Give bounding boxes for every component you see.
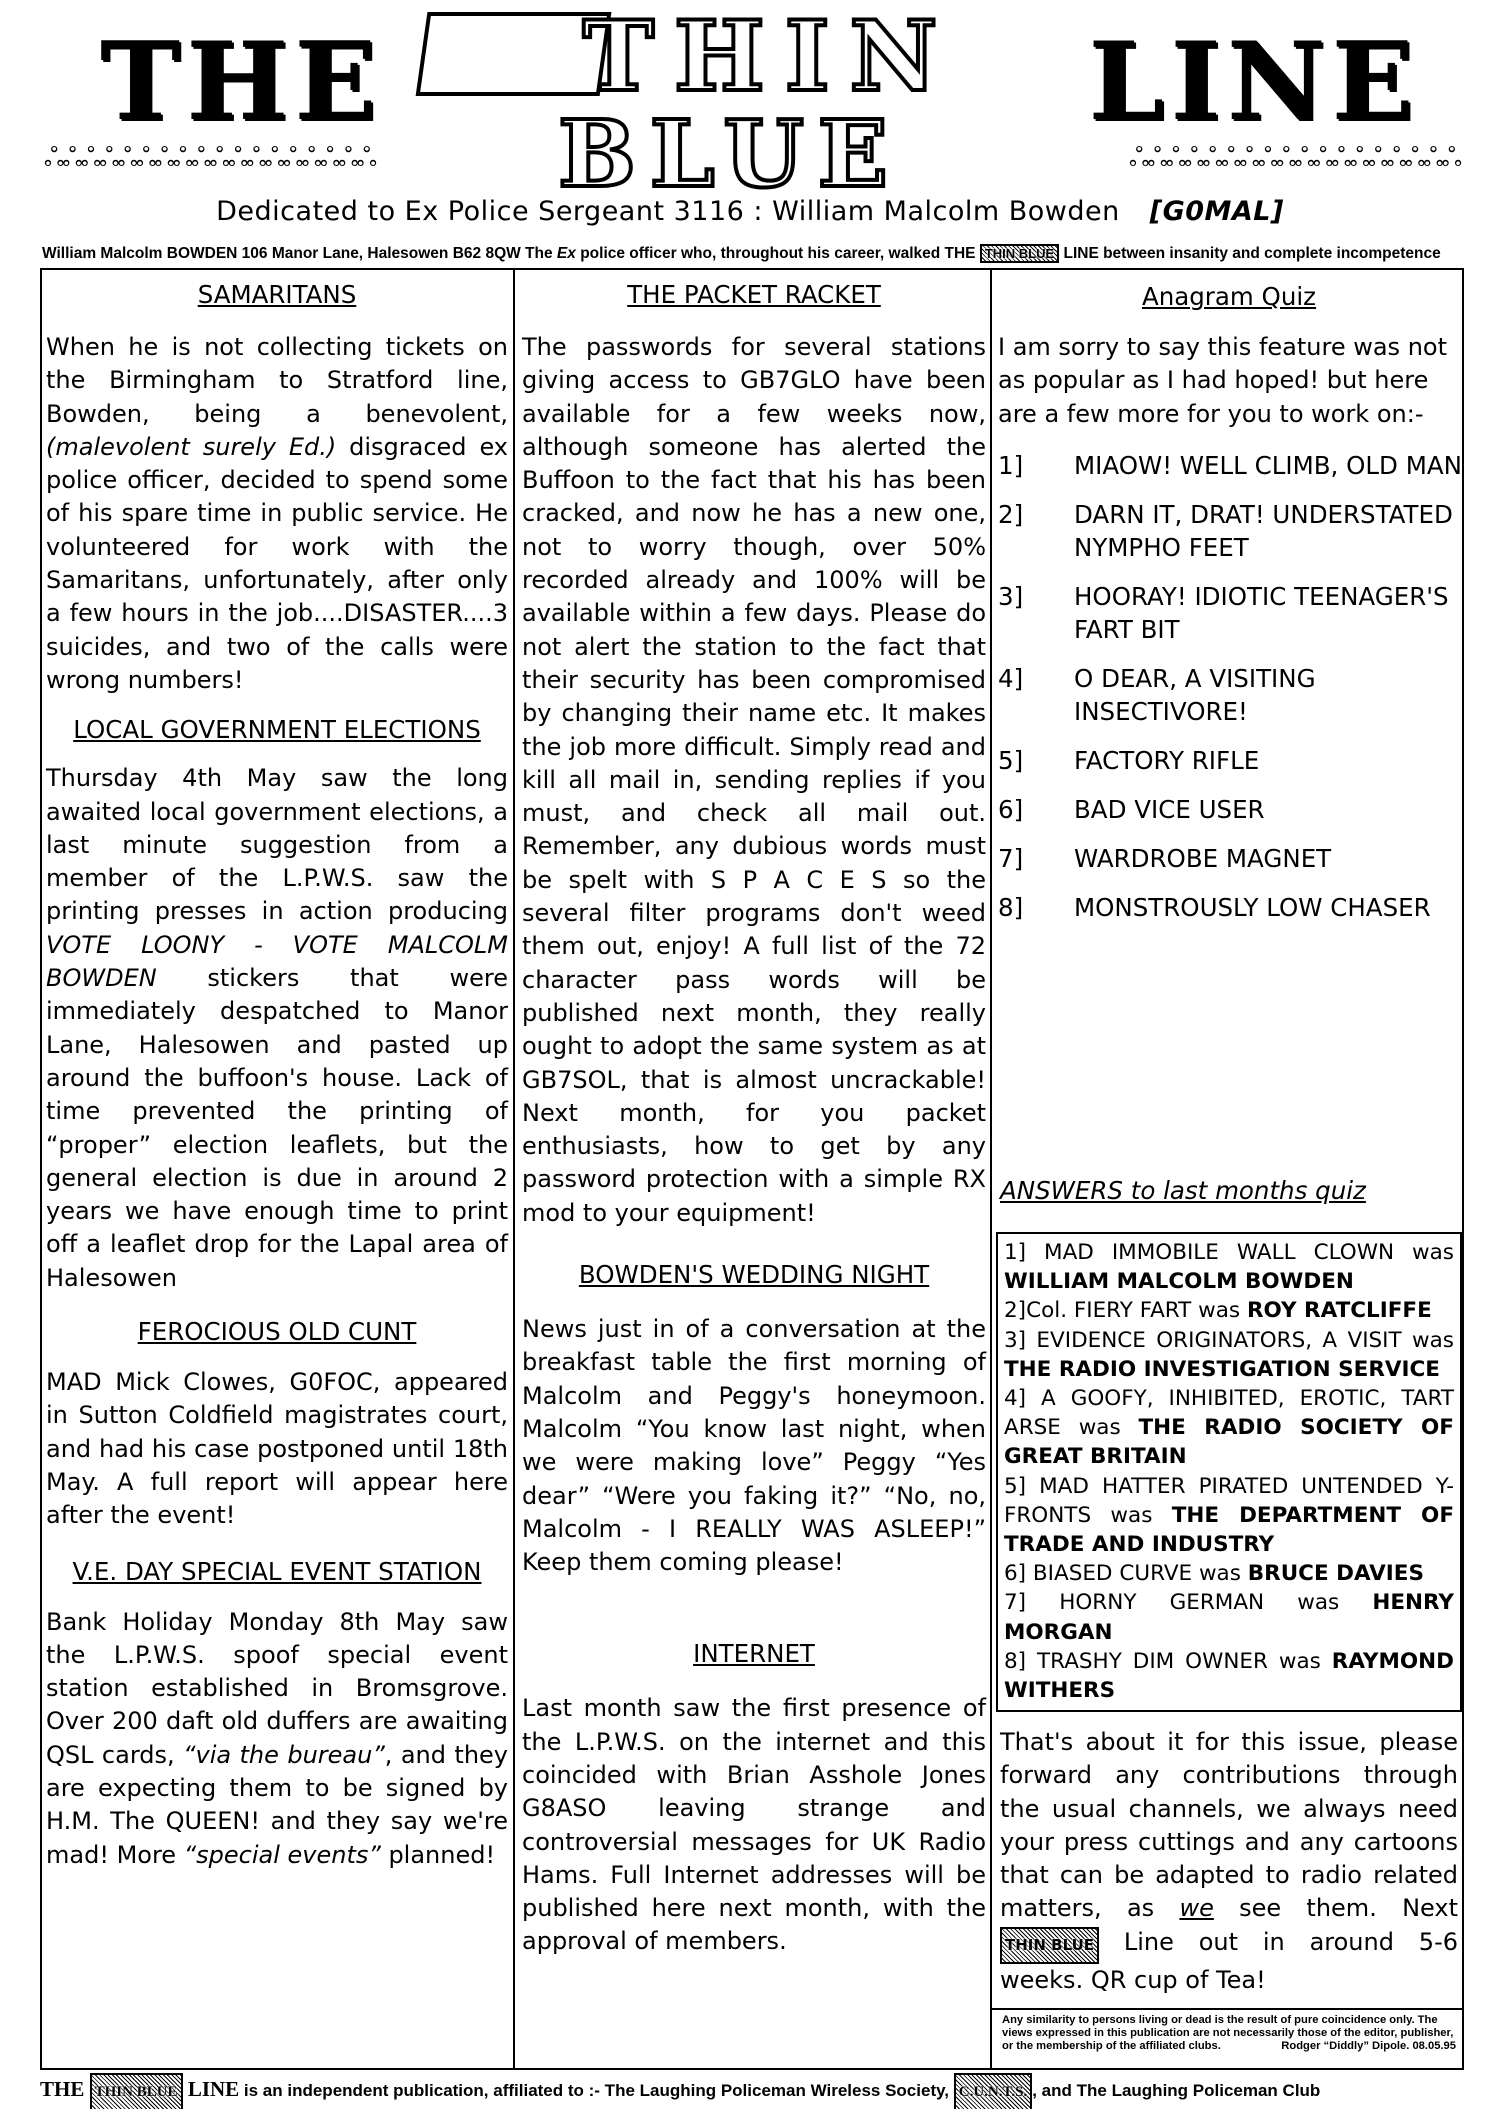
- answer-entry: [1004, 1296, 1454, 1325]
- masthead-the: THE: [100, 19, 383, 145]
- answer-entry: [1004, 1326, 1454, 1384]
- answer-question: 8] TRASHY DIM OWNER was: [1004, 1648, 1332, 1674]
- answer-solution: THE RADIO SOCIETY OF GREAT BRITAIN: [1004, 1415, 1454, 1470]
- answer-solution: ROY RATCLIFFE: [1246, 1298, 1432, 1324]
- quiz-item-text: WARDROBE MAGNET: [1074, 843, 1332, 873]
- packet-article: The passwords for several stations giving access to GB7GLO have been available for a few weeks now, although someone has alerted the Buffoon to the fact that his has been cracked, and now he has a new one, not to worry though, over 50% recorded already and 100% will be available within a few days. Please do not alert the station to the fact that their security has been compromised by changing their name etc. It makes the job more difficult. Simply read and kill all mail in, sending replies if you must, and check all mail out. Remember, any dubious words must be spelt with S P A C E S so the several filter programs don't weed them out, enjoy! A full list of the 72 character pass words will be published next month, they really ought to adopt the same system as at GB7SOL, that is almost uncrackable! Next month, for you packet enthusiasts, how to get by any password protection with a simple RX mod to your equipment!: [522, 333, 986, 1227]
- quiz-item: [998, 793, 1462, 826]
- answer-entry: [1004, 1472, 1454, 1560]
- address-line: [42, 244, 1462, 263]
- quiz-item: [998, 580, 1462, 646]
- footer-text-2: , and The Laughing Policeman Club: [1032, 2081, 1321, 2100]
- ve-day-heading: V.E. DAY SPECIAL EVENT STATION: [72, 1556, 482, 1586]
- drip-decoration-left: ஃஃஃஃஃஃஃஃஃஃஃஃஃஃஃஃஃஃ: [44, 143, 375, 173]
- column-3: [996, 270, 1462, 1995]
- answer-question: 7] HORNY GERMAN was: [1004, 1590, 1373, 1616]
- dedication-line: [0, 196, 1500, 227]
- masthead-line: LINE: [1088, 19, 1420, 145]
- answer-question: 1] MAD IMMOBILE WALL CLOWN was: [1004, 1240, 1454, 1265]
- answer-question: 4] A GOOFY, INHIBITED, EROTIC, TART ARSE was: [1004, 1386, 1454, 1441]
- wedding-article: News just in of a conversation at the breakfast table the first morning of Malcolm and Peggy's honeymoon. Malcolm “You know last night, when we were making love” Peggy “Yes dear” “Were you faking it?” “No, no, Malcolm - I REALLY WAS ASLEEP!” Keep them coming please!: [522, 1315, 986, 1577]
- internet-heading: INTERNET: [693, 1639, 815, 1669]
- quiz-item-number: 5]: [998, 745, 1024, 775]
- quiz-item-number: 1]: [998, 450, 1024, 480]
- thin-blue-logo: [410, 8, 1130, 193]
- answer-question: 3] EVIDENCE ORIGINATORS, A VISIT was: [1004, 1327, 1454, 1353]
- drip-decoration-right: ஃஃஃஃஃஃஃஃஃஃஃஃஃஃஃஃஃஃ: [1129, 143, 1460, 173]
- packet-heading: THE PACKET RACKET: [627, 280, 881, 309]
- answer-question: 6] BIASED CURVE was: [1004, 1561, 1248, 1587]
- closing-mini-logo: THIN BLUE: [1000, 1927, 1099, 1964]
- quiz-heading: Anagram Quiz: [1141, 282, 1317, 311]
- column-2: [522, 270, 986, 1959]
- footer-the: THE: [40, 2077, 90, 2101]
- answer-solution: THE DEPARTMENT OF TRADE AND INDUSTRY: [1004, 1502, 1454, 1558]
- answer-entry: [1004, 1647, 1454, 1705]
- samaritans-article: When he is not collecting tickets on the Birmingham to Stratford line, Bowden, being a benevolent, (malevolent surely Ed.) disgraced ex police officer, decided to spend some of his spare time in public service. He volunteered for work with the Samaritans, unfortunately, after only a few hours in the job....DISASTER....3 suicides, and two of the calls were wrong numbers!: [46, 333, 508, 694]
- answer-entry: [1004, 1384, 1454, 1472]
- editor-signature: Rodger “Diddly” Dipole. 08.05.95: [1281, 2040, 1456, 2053]
- footer-text: is an independent publication, affiliated to :- The Laughing Policeman Wireless Society,: [239, 2081, 954, 2100]
- column-divider-1: [513, 270, 515, 2068]
- quiz-item-text: DARN IT, DRAT! UNDERSTATED NYMPHO FEET: [1074, 499, 1453, 562]
- answer-entry: [1004, 1559, 1454, 1588]
- footer-club-logo: C.U.N.T.S.: [954, 2073, 1032, 2109]
- dedication-text: Dedicated to Ex Police Sergeant 3116 : William Malcolm Bowden: [216, 196, 1120, 227]
- address-text-b: police officer who, throughout his career, walked THE: [575, 245, 980, 262]
- quiz-list: [996, 449, 1462, 924]
- ferocious-heading: FEROCIOUS OLD CUNT: [137, 1317, 417, 1347]
- answer-solution: WILLIAM MALCOLM BOWDEN: [1004, 1269, 1354, 1295]
- logo-blue-text: BLUE: [558, 100, 902, 193]
- answer-entry: [1004, 1588, 1454, 1646]
- ve-day-article: Bank Holiday Monday 8th May saw the L.P.W.S. spoof special event station established in Bromsgrove. Over 200 daft old duffers are awaiting QSL cards, “via the bureau”, and they are expecting them to be signed by H.M. The QUEEN! and they say we're mad! More “special events” planned!: [46, 1607, 508, 1869]
- answer-solution: THE RADIO INVESTIGATION SERVICE: [1004, 1356, 1440, 1382]
- footer: [40, 2072, 1464, 2106]
- answer-solution: BRUCE DAVIES: [1247, 1561, 1424, 1587]
- quiz-item-number: 7]: [998, 843, 1024, 873]
- elections-article: Thursday 4th May saw the long awaited local government elections, a last minute suggestion from a member of the L.P.W.S. saw the printing presses in action producing VOTE LOONY - VOTE MALCOLM BOWDEN stickers that were immediately despatched to Manor Lane, Halesowen and pasted up around the buffoon's house. Lack of time prevented the printing of “proper” election leaflets, but the general election is due in around 2 years we have enough time to print off a leaflet drop for the Lapal area of Halesowen: [46, 764, 508, 1292]
- quiz-item-text: FACTORY RIFLE: [1074, 745, 1260, 775]
- quiz-intro: I am sorry to say this feature was not as popular as I had hoped! but here are a few more for you to work on:-: [998, 333, 1447, 428]
- quiz-item: [998, 891, 1462, 924]
- ferocious-article: MAD Mick Clowes, G0FOC, appeared in Sutton Coldfield magistrates court, and had his case postponed until 18th May. A full report will appear here after the event!: [46, 1368, 508, 1530]
- answer-question: 5] MAD HATTER PIRATED UNTENDED Y-FRONTS was: [1004, 1473, 1454, 1528]
- answer-solution: RAYMOND WITHERS: [1004, 1648, 1454, 1704]
- disclaimer: [992, 2008, 1464, 2054]
- quiz-item-number: 6]: [998, 794, 1024, 824]
- quiz-item-text: HOORAY! IDIOTIC TEENAGER'S FART BIT: [1074, 581, 1449, 644]
- address-text-a: William Malcolm BOWDEN 106 Manor Lane, Halesowen B62 8QW The: [42, 245, 557, 262]
- content-box: [40, 268, 1464, 2070]
- elections-heading: LOCAL GOVERNMENT ELECTIONS: [73, 715, 481, 745]
- callsign: [G0MAL]: [1149, 196, 1284, 227]
- answers-heading: ANSWERS to last months quiz: [1000, 1176, 1366, 1205]
- quiz-item-number: 2]: [998, 499, 1024, 529]
- quiz-item-text: MONSTROUSLY LOW CHASER: [1074, 892, 1431, 922]
- samaritans-heading: SAMARITANS: [197, 280, 357, 309]
- quiz-item: [998, 744, 1462, 777]
- footer-mini-logo: THIN BLUE: [90, 2073, 183, 2109]
- logo-thin-text: THIN: [582, 8, 958, 113]
- quiz-item-text: O DEAR, A VISITING INSECTIVORE!: [1074, 663, 1316, 726]
- answer-solution: HENRY MORGAN: [1004, 1590, 1454, 1645]
- wedding-heading: BOWDEN'S WEDDING NIGHT: [578, 1260, 930, 1290]
- answer-question: 2]Col. FIERY FART was: [1004, 1298, 1247, 1324]
- internet-article: Last month saw the first presence of the L.P.W.S. on the internet and this coincided with Brian Asshole Jones G8ASO leaving strange and controversial messages for UK Radio Hams. Full Internet addresses will be published here next month, with the approval of members.: [522, 1694, 986, 1956]
- column-divider-2: [990, 270, 992, 2068]
- disclaimer-text: Any similarity to persons living or dead is the result of pure coincidence only. The views expressed in this publication are not necessarily those of the editor, publisher, or the membership of the affiliated clubs.: [1002, 2014, 1454, 2053]
- quiz-item: [998, 842, 1462, 875]
- masthead: [40, 8, 1460, 198]
- closing-paragraph: That's about it for this issue, please forward any contributions through the usual channels, we always need your press cuttings and any cartoons that can be adapted to radio related matters, as we see them. Next THIN BLUE Line out in around 5-6 weeks. QR cup of Tea!: [1000, 1728, 1459, 1995]
- quiz-item-text: MIAOW! WELL CLIMB, OLD MAN: [1074, 450, 1462, 480]
- quiz-item: [998, 449, 1462, 482]
- answers-box: [996, 1232, 1462, 1712]
- quiz-item-number: 4]: [998, 663, 1024, 693]
- quiz-item-number: 8]: [998, 892, 1024, 922]
- address-text-c: LINE between insanity and complete incompetence: [1059, 245, 1441, 262]
- address-mini-logo: THIN BLUE: [980, 244, 1059, 263]
- quiz-item-text: BAD VICE USER: [1074, 794, 1265, 824]
- quiz-item-number: 3]: [998, 581, 1024, 611]
- footer-line: LINE: [182, 2077, 240, 2101]
- quiz-item: [998, 498, 1462, 564]
- quiz-item: [998, 662, 1462, 728]
- address-ex: Ex: [556, 245, 576, 262]
- answer-entry: [1004, 1238, 1454, 1296]
- column-1: [46, 270, 508, 1872]
